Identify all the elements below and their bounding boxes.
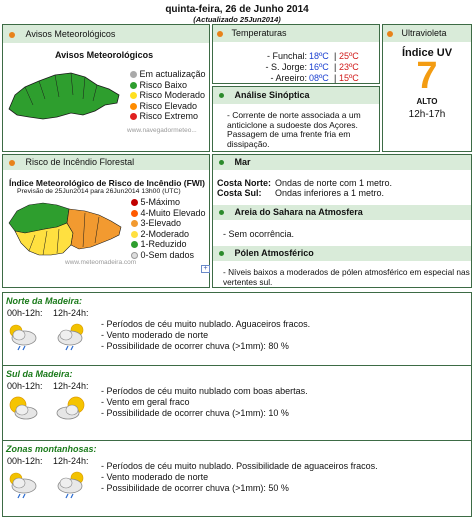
forecast-line: - Possibilidade de ocorrer chuva (>1mm): 10 %	[101, 408, 289, 418]
separator: |	[334, 51, 337, 61]
cloud-rain-icon	[7, 469, 39, 499]
avisos-header	[3, 25, 209, 43]
uv-index-label: Índice UV	[401, 47, 453, 59]
coast-text: Ondas inferiores a 1 metro.	[275, 188, 385, 198]
sun-cloud-icon	[55, 394, 87, 424]
temperaturas-panel	[212, 24, 380, 84]
sinoptica-title: Análise Sinóptica	[234, 90, 310, 100]
legend-item: Risco Baixo	[130, 80, 206, 91]
cloud-rain-icon	[55, 321, 87, 351]
zone-forecast	[101, 319, 310, 352]
legend-item: Risco Elevado	[130, 101, 206, 112]
period-label: 00h-12h:	[7, 456, 43, 466]
zone-title: Zonas montanhosas:	[6, 444, 97, 454]
temperature-row	[213, 62, 379, 73]
sinoptica-line: anticiclone a sudoeste dos Açores.	[227, 119, 358, 130]
zone-norte	[3, 293, 471, 365]
sun-cloud-icon	[7, 394, 39, 424]
zone-forecast	[101, 461, 378, 494]
forecast-panel	[2, 292, 472, 517]
areia-text: - Sem ocorrência.	[223, 229, 295, 239]
forecast-line: - Vento em geral fraco	[101, 397, 190, 407]
legend-dot	[130, 82, 137, 89]
orange-bullet-icon	[387, 31, 393, 37]
legend-dot	[130, 71, 137, 78]
temperature-row	[213, 51, 379, 62]
legend-item: 3-Elevado	[131, 218, 206, 229]
legend-item: 5-Máximo	[131, 197, 206, 208]
avisos-panel	[2, 24, 210, 152]
sinoptica-header	[213, 87, 379, 104]
fwi-watermark: www.meteomadeira.com	[65, 259, 137, 266]
temp-max: 25ºC	[339, 51, 359, 61]
forecast-line: - Períodos de céu muito nublado. Possibilidade de aguaceiros fracos.	[101, 461, 378, 471]
sinoptica-line: - Corrente de norte associada a um	[227, 110, 361, 120]
separator: |	[334, 73, 337, 83]
period-label: 12h-24h:	[53, 456, 89, 466]
uv-header	[383, 25, 471, 42]
uv-value: 7	[416, 55, 438, 97]
polen-header	[213, 246, 471, 261]
incendio-title: Risco de Incêndio Florestal	[25, 157, 135, 167]
fwi-map-subtitle: Previsão de 25Jun2014 para 26Jun2014 13h00 (UTC)	[17, 188, 181, 195]
separator: |	[334, 62, 337, 72]
uv-hours: 12h-17h	[408, 109, 446, 120]
orange-bullet-icon	[9, 160, 15, 166]
areia-header	[213, 205, 471, 220]
incendio-header	[3, 155, 209, 170]
mar-header	[213, 155, 471, 170]
legend-dot	[131, 231, 138, 238]
zone-forecast	[101, 386, 308, 419]
fwi-legend	[131, 197, 206, 260]
temperature-row	[213, 73, 379, 84]
legend-item: Em actualização	[130, 69, 206, 80]
green-bullet-icon	[219, 93, 224, 98]
sinoptica-line: Passagem de uma frente fria em	[227, 129, 351, 139]
period-label: 12h-24h:	[53, 381, 89, 391]
temperaturas-header	[213, 25, 379, 42]
polen-title: Pólen Atmosférico	[234, 248, 314, 258]
green-bullet-icon	[219, 251, 224, 256]
legend-item: 4-Muito Elevado	[131, 208, 206, 219]
date-header	[0, 4, 474, 24]
green-bullet-icon	[219, 160, 224, 165]
legend-item: 1-Reduzido	[131, 239, 206, 250]
forecast-line: - Vento moderado de norte	[101, 330, 209, 340]
legend-dot	[130, 113, 137, 120]
legend-dot	[130, 103, 137, 110]
uv-title: Ultravioleta	[401, 28, 447, 38]
madeira-warning-map	[5, 65, 127, 127]
period-label: 00h-12h:	[7, 308, 43, 318]
temp-min: 18ºC	[309, 51, 329, 61]
forecast-line: - Vento moderado de norte	[101, 472, 209, 482]
legend-dot	[131, 210, 138, 217]
cloud-rain-icon	[7, 321, 39, 351]
mar-row	[217, 188, 385, 198]
updated-label: (Actualizado 25Jun2014)	[193, 15, 281, 24]
sinoptica-line: dissipação.	[227, 138, 270, 149]
period-label: 00h-12h:	[7, 381, 43, 391]
mar-title: Mar	[234, 157, 251, 167]
place-label: - Areeiro:	[270, 73, 307, 83]
forecast-line: - Períodos de céu muito nublado. Aguaceiros fracos.	[101, 319, 311, 329]
zone-title: Norte da Madeira:	[6, 296, 83, 306]
avisos-map-title: Avisos Meteorológicos	[55, 50, 154, 60]
place-label: - Funchal:	[266, 51, 307, 61]
temp-min: 16ºC	[309, 62, 329, 72]
legend-dot	[131, 252, 138, 259]
date-title: quinta-feira, 26 de Junho 2014	[165, 4, 309, 15]
avisos-watermark: www.navegadormeteo...	[127, 127, 197, 134]
forecast-line: - Possibilidade de ocorrer chuva (>1mm): 80 %	[101, 341, 289, 351]
incendio-panel	[2, 154, 210, 288]
avisos-legend	[130, 69, 206, 122]
place-label: - S. Jorge:	[265, 62, 307, 72]
legend-item: 2-Moderado	[131, 229, 206, 240]
temp-max: 23ºC	[339, 62, 359, 72]
polen-text	[223, 267, 470, 287]
period-label: 12h-24h:	[53, 308, 89, 318]
coast-label: Costa Norte:	[217, 178, 272, 188]
zone-title: Sul da Madeira:	[6, 369, 73, 379]
areia-title: Areia do Sahara na Atmosfera	[234, 207, 363, 217]
temperaturas-title: Temperaturas	[231, 28, 287, 38]
fwi-map-title: Índice Meteorológico de Risco de Incêndio (FWI)	[9, 178, 205, 188]
legend-item: Risco Extremo	[130, 111, 206, 122]
mar-panel	[212, 154, 472, 288]
expand-plus-icon[interactable]: +	[201, 265, 210, 273]
temp-max: 15ºC	[339, 73, 359, 83]
orange-bullet-icon	[217, 31, 223, 37]
forecast-line: - Períodos de céu muito nublado com boas abertas.	[101, 386, 308, 396]
green-bullet-icon	[219, 210, 224, 215]
cloud-rain-icon	[55, 469, 87, 499]
avisos-title: Avisos Meteorológicos	[25, 29, 116, 39]
mar-row	[217, 178, 393, 188]
legend-item: 0-Sem dados	[131, 250, 206, 261]
legend-item: Risco Moderado	[130, 90, 206, 101]
uv-panel	[382, 24, 472, 152]
sinoptica-text	[227, 111, 361, 149]
sinoptica-panel	[212, 86, 380, 152]
polen-line: vertentes sul.	[223, 277, 273, 287]
legend-dot	[131, 220, 138, 227]
forecast-line: - Possibilidade de ocorrer chuva (>1mm): 50 %	[101, 483, 289, 493]
orange-bullet-icon	[9, 32, 15, 38]
coast-label: Costa Sul:	[217, 188, 262, 198]
legend-dot	[130, 92, 137, 99]
temp-min: 08ºC	[309, 73, 329, 83]
uv-level: ALTO	[416, 97, 438, 106]
zone-montanhosas	[3, 441, 471, 515]
zone-sul	[3, 366, 471, 440]
polen-line: - Níveis baixos a moderados de pólen atmosférico em especial nas	[223, 267, 470, 277]
legend-dot	[131, 241, 138, 248]
madeira-fire-risk-map	[7, 199, 125, 259]
legend-dot	[131, 199, 138, 206]
coast-text: Ondas de norte com 1 metro.	[275, 178, 393, 188]
